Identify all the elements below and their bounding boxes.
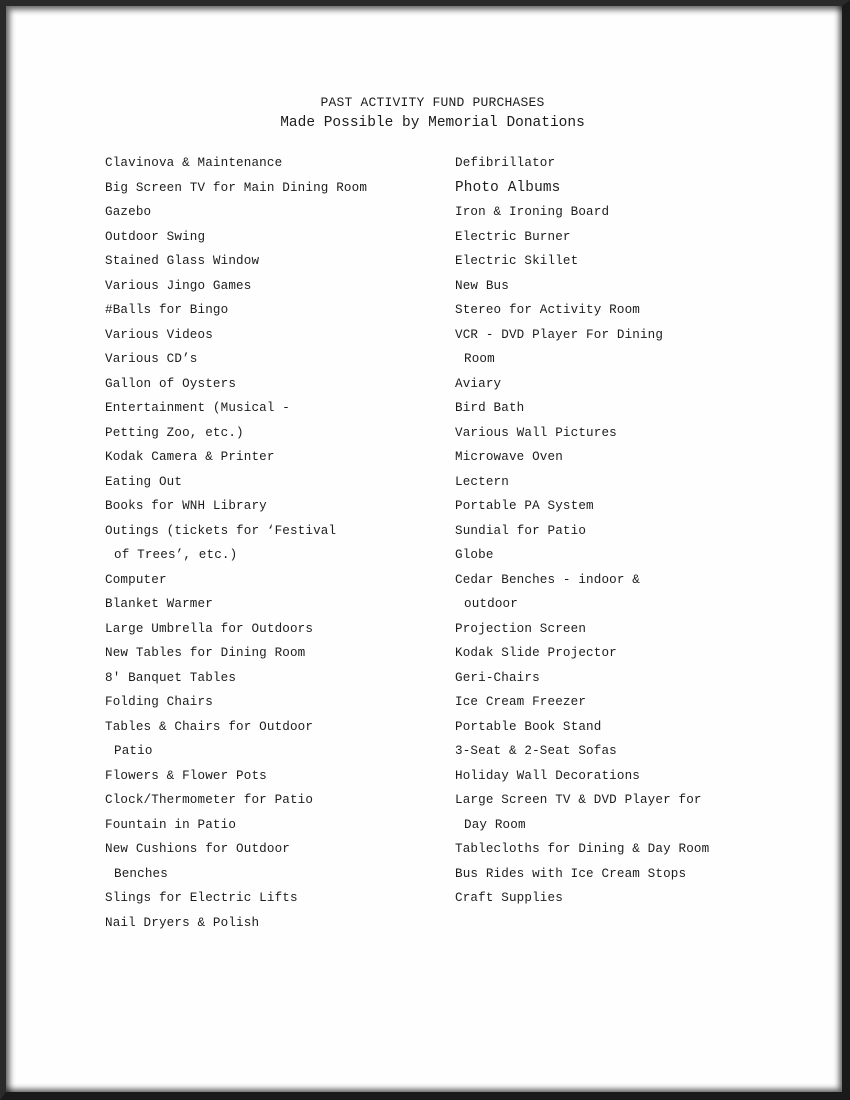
list-item: Various Jingo Games [105,278,252,293]
list-item: Big Screen TV for Main Dining Room [105,180,368,195]
document-subtitle: Made Possible by Memorial Donations [280,115,585,131]
list-item: Outdoor Swing [105,229,206,244]
list-item: 3-Seat & 2-Seat Sofas [455,744,617,758]
list-item: Eating Out [105,474,183,489]
list-item: Cedar Benches - indoor & [455,572,640,587]
list-item: Kodak Camera & Printer [105,450,275,464]
list-item: Clock/Thermometer for Patio [105,793,314,807]
list-item: VCR - DVD Player For Dining [455,327,664,342]
right-purchase-list [455,155,709,915]
list-item: Folding Chairs [105,695,213,709]
list-item: Large Screen TV & DVD Player for [455,793,702,807]
list-item: Large Umbrella for Outdoors [105,621,314,636]
list-item: Petting Zoo, etc.) [105,425,244,440]
list-item: Iron & Ironing Board [455,205,610,219]
list-item: 8' Banquet Tables [105,670,237,685]
list-item: Stained Glass Window [105,254,260,268]
list-item: Stereo for Activity Room [455,303,640,317]
list-item: New Tables for Dining Room [105,646,306,660]
list-item: Various Videos [105,327,213,342]
list-item: Slings for Electric Lifts [105,891,298,905]
list-item: Portable Book Stand [455,719,602,734]
list-item: Portable PA System [455,499,594,513]
left-purchase-list [105,155,367,939]
list-item: Room [464,352,495,366]
list-item: Gallon of Oysters [105,376,237,391]
list-item: Kodak Slide Projector [455,646,617,660]
list-item: New Bus [455,278,509,293]
list-item: #Balls for Bingo [105,303,229,317]
list-item: Electric Burner [455,229,571,244]
list-item: Microwave Oven [455,450,563,464]
list-item: Craft Supplies [455,891,563,905]
list-item: Tables & Chairs for Outdoor [105,719,314,734]
list-item: Globe [455,548,494,562]
list-item: Projection Screen [455,621,587,636]
list-item: Defibrillator [455,156,556,170]
list-item: Photo Albums [455,179,561,196]
list-item: outdoor [464,597,518,611]
list-item: Various CD’s [105,352,198,366]
list-item: Bus Rides with Ice Cream Stops [455,866,687,881]
list-item: Clavinova & Maintenance [105,156,283,170]
list-item: Entertainment (Musical - [105,401,290,415]
list-item: Computer [105,572,167,587]
list-item: Gazebo [105,205,152,219]
document-title: PAST ACTIVITY FUND PURCHASES [320,95,545,110]
list-item: Sundial for Patio [455,523,587,538]
list-item: Blanket Warmer [105,597,213,611]
list-item: Flowers & Flower Pots [105,768,267,783]
list-item: Benches [114,866,168,881]
list-item: Ice Cream Freezer [455,695,587,709]
list-item: Nail Dryers & Polish [105,915,260,930]
list-item: Books for WNH Library [105,499,267,513]
list-item: of Trees’, etc.) [114,548,238,562]
list-item: Various Wall Pictures [455,425,617,440]
list-item: Electric Skillet [455,254,579,268]
list-item: Holiday Wall Decorations [455,768,640,783]
list-item: Bird Bath [455,401,525,415]
list-item: Outings (tickets for ‘Festival [105,523,337,538]
list-item: Fountain in Patio [105,817,237,832]
list-item: Patio [114,744,153,758]
list-item: Aviary [455,376,502,391]
list-item: Geri-Chairs [455,670,540,685]
list-item: New Cushions for Outdoor [105,842,290,856]
list-item: Day Room [464,817,526,832]
list-item: Tablecloths for Dining & Day Room [455,842,710,856]
list-item: Lectern [455,474,509,489]
